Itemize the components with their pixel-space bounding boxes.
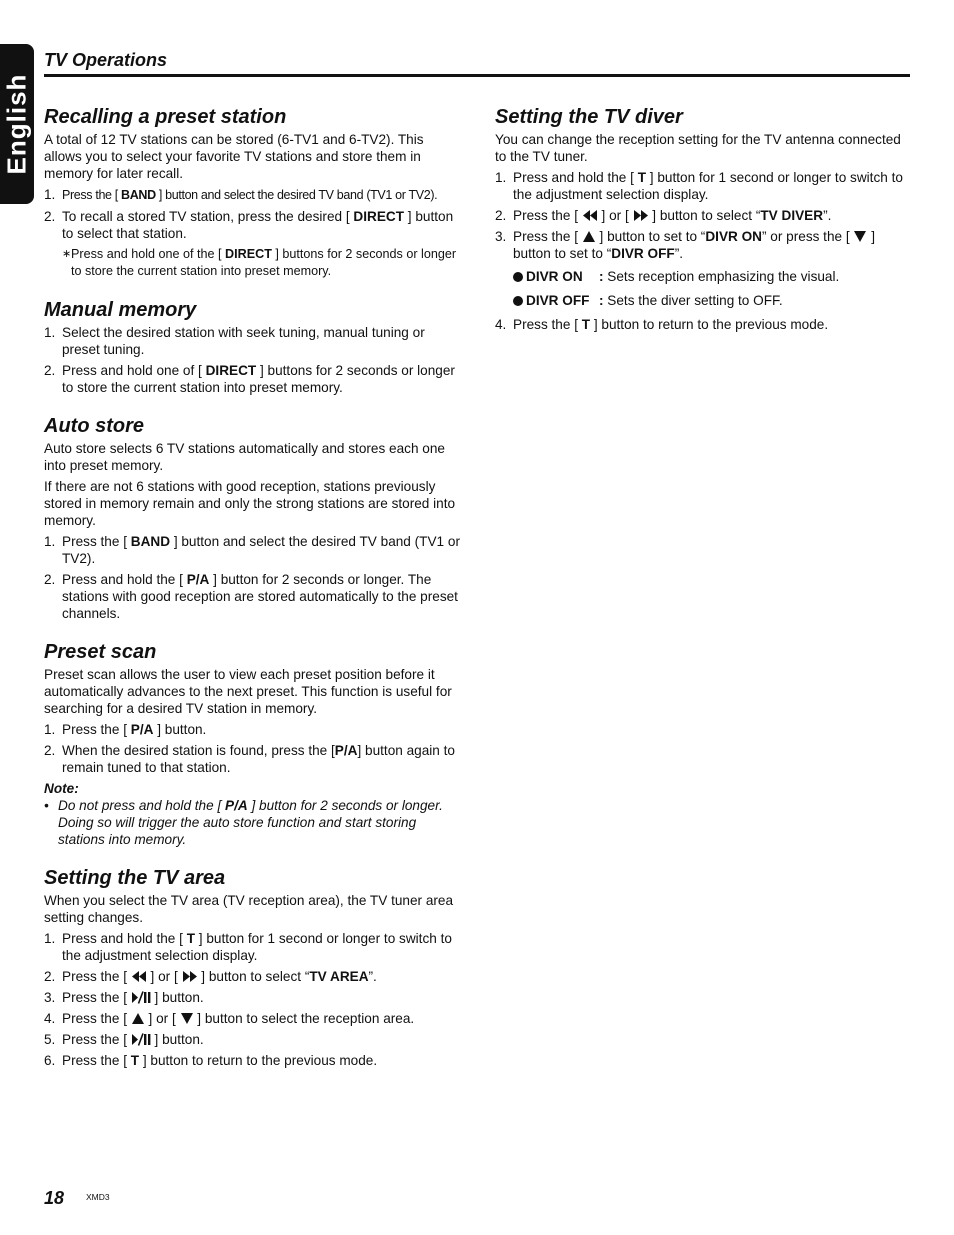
list-item — [44, 362, 460, 396]
list-item — [495, 207, 905, 224]
step-text: ] button. — [150, 1032, 204, 1047]
step-number: 4. — [44, 1011, 56, 1026]
step-text: Press the [ — [62, 188, 122, 202]
list-item — [44, 1031, 460, 1048]
step-text: ] button again to remain tuned to that station. — [62, 743, 455, 775]
step-number: 1. — [44, 325, 56, 340]
option-description: Sets reception emphasizing the visual. — [603, 269, 840, 284]
language-tab-label: English — [1, 73, 32, 175]
step-text: Press and hold the [ — [62, 931, 187, 946]
button-name: T — [130, 1053, 140, 1068]
play-pause-icon — [131, 1033, 151, 1046]
page-number: 18 — [44, 1188, 65, 1208]
step-text: Press and hold the [ — [62, 572, 187, 587]
up-triangle-icon — [131, 1012, 145, 1025]
section-title: Auto store — [44, 415, 144, 437]
list-item — [44, 533, 460, 567]
note-item — [44, 797, 460, 848]
list-item — [44, 989, 460, 1006]
section-title: Preset scan — [44, 641, 157, 663]
step-number: 1. — [44, 722, 56, 737]
step-text: ] button to return to the previous mode. — [590, 317, 829, 332]
steps-list — [44, 324, 460, 396]
option-divr-on — [495, 268, 905, 285]
step-text: Press the [ — [62, 990, 131, 1005]
paragraph: A total of 12 TV stations can be stored (6-TV1 and 6-TV2). This allows you to select your favorite TV stations and store them in memory for later recall. — [44, 132, 424, 181]
skip-forward-icon — [633, 209, 649, 222]
step-number: 1. — [44, 187, 56, 202]
list-item — [44, 930, 460, 964]
step-text: ] or [ — [597, 208, 633, 223]
step-text: ” or press the [ — [762, 229, 854, 244]
button-name: BAND — [130, 534, 171, 549]
button-name: P/A — [186, 572, 210, 587]
step-text: ] button for 2 seconds or longer. The stations with good reception are stored automatically to the preset channels. — [62, 572, 458, 621]
step-number: 3. — [495, 229, 507, 244]
step-text: Press the [ — [62, 534, 131, 549]
note-text: Press and hold one of the [ — [71, 247, 226, 261]
skip-back-icon — [582, 209, 598, 222]
step-number: 2. — [44, 743, 56, 758]
bullet-dot-icon — [513, 296, 523, 306]
list-item — [44, 1010, 460, 1027]
step-text: When the desired station is found, press the [ — [62, 743, 335, 758]
step-number: 2. — [44, 572, 56, 587]
section-title: Recalling a preset station — [44, 106, 287, 128]
skip-back-icon — [131, 970, 147, 983]
step-text: ] buttons for 2 seconds or longer to store the current station into preset memory. — [62, 363, 455, 395]
step-text: ] button to set to “ — [513, 229, 875, 261]
list-item — [44, 208, 460, 242]
play-pause-icon — [131, 991, 151, 1004]
step-text: ] button to set to “ — [595, 229, 706, 244]
step-number: 3. — [44, 990, 56, 1005]
step-number: 2. — [44, 363, 56, 378]
step-text: ] button to select the reception area. — [193, 1011, 415, 1026]
option-term: DIVR OFF — [526, 293, 590, 308]
step-text: ] button. — [150, 990, 204, 1005]
list-item — [495, 316, 905, 333]
steps-list — [495, 169, 905, 262]
step-text: Press the [ — [513, 317, 582, 332]
note-text: ] buttons for 2 seconds or longer to store the current station into preset memory. — [71, 247, 457, 278]
button-name: P/A — [130, 722, 154, 737]
step-text: ”. — [823, 208, 832, 223]
button-name: DIRECT — [205, 363, 257, 378]
menu-item-name: TV AREA — [309, 969, 369, 984]
option-description: Sets the diver setting to OFF. — [603, 293, 783, 308]
button-name: DIRECT — [225, 247, 272, 261]
step-text: Press the [ — [62, 1053, 131, 1068]
step-number: 1. — [44, 931, 56, 946]
steps-list — [44, 533, 460, 622]
button-name: BAND — [121, 188, 156, 202]
menu-item-name: TV DIVER — [760, 208, 824, 223]
section-tv-area — [44, 866, 460, 1069]
language-tab — [0, 44, 34, 204]
model-code: XMD3 — [86, 1192, 110, 1202]
button-name: T — [186, 931, 195, 946]
step-number: 5. — [44, 1032, 56, 1047]
list-item — [44, 571, 460, 622]
list-item — [44, 968, 460, 985]
option-separator: : — [599, 269, 604, 284]
section-auto-store — [44, 414, 460, 622]
button-name: T — [637, 170, 646, 185]
button-name: P/A — [225, 798, 248, 813]
step-text: ] button and select the desired TV band (TV1 or TV2). — [155, 188, 438, 202]
step-number: 1. — [495, 170, 507, 185]
section-title: Setting the TV area — [44, 867, 226, 889]
step-text: Select the desired station with seek tuning, manual tuning or preset tuning. — [62, 325, 425, 357]
step-number: 6. — [44, 1053, 56, 1068]
step-text: ] button to select “ — [197, 969, 310, 984]
step-text: ”. — [368, 969, 377, 984]
step-text: Press the [ — [513, 208, 582, 223]
step-text: Press the [ — [513, 229, 582, 244]
setting-value: DIVR OFF — [611, 246, 675, 261]
step-number: 2. — [44, 969, 56, 984]
list-item — [44, 1052, 460, 1069]
up-triangle-icon — [582, 230, 596, 243]
steps-list — [44, 930, 460, 1069]
skip-forward-icon — [182, 970, 198, 983]
button-name: DIRECT — [353, 209, 405, 224]
step-text: Press the [ — [62, 969, 131, 984]
step-text: Press and hold the [ — [513, 170, 638, 185]
step-text: ] button. — [153, 722, 207, 737]
steps-list — [44, 721, 460, 776]
step-text: ] or [ — [144, 1011, 180, 1026]
note-text: Do not press and hold the [ — [58, 798, 226, 813]
step-text: Press the [ — [62, 722, 131, 737]
down-triangle-icon — [853, 230, 867, 243]
paragraph: Auto store selects 6 TV stations automatically and stores each one into preset memory. — [44, 441, 445, 473]
step-text: ] or [ — [146, 969, 182, 984]
step-text: ”. — [674, 246, 683, 261]
button-name: T — [581, 317, 591, 332]
list-item — [495, 228, 905, 262]
sub-note — [44, 246, 460, 280]
asterisk-mark: ∗ — [62, 248, 72, 260]
setting-value: DIVR ON — [705, 229, 762, 244]
button-name: P/A — [334, 743, 358, 758]
right-column — [495, 105, 905, 351]
note-title: Note: — [44, 781, 79, 796]
list-item — [44, 721, 460, 738]
step-text: ] button to return to the previous mode. — [139, 1053, 378, 1068]
step-text: ] button for 1 second or longer to switch to the adjustment selection display. — [513, 170, 903, 202]
step-text: ] button for 1 second or longer to switch to the adjustment selection display. — [62, 931, 452, 963]
option-separator: : — [599, 293, 604, 308]
step-text: ] button to select “ — [648, 208, 761, 223]
left-column — [44, 105, 460, 1087]
paragraph: You can change the reception setting for the TV antenna connected to the TV tuner. — [495, 132, 901, 164]
bullet-dot-icon — [513, 272, 523, 282]
step-text: Press the [ — [62, 1011, 131, 1026]
bullet-mark: • — [44, 798, 49, 813]
header-title: TV Operations — [44, 50, 168, 70]
step-number: 4. — [495, 317, 507, 332]
step-number: 2. — [44, 209, 56, 224]
step-number: 2. — [495, 208, 507, 223]
section-manual-memory — [44, 298, 460, 396]
list-item — [44, 742, 460, 776]
step-text: ] button to select that station. — [62, 209, 454, 241]
step-text: To recall a stored TV station, press the desired [ — [62, 209, 354, 224]
option-divr-off — [495, 292, 905, 309]
steps-list — [495, 316, 905, 333]
section-title: Manual memory — [44, 299, 197, 321]
page-header — [44, 49, 910, 77]
section-preset-scan — [44, 640, 460, 848]
list-item — [44, 186, 460, 204]
paragraph: When you select the TV area (TV reception area), the TV tuner area setting changes. — [44, 893, 454, 925]
down-triangle-icon — [180, 1012, 194, 1025]
section-tv-diver — [495, 105, 905, 333]
list-item — [44, 324, 460, 358]
paragraph: If there are not 6 stations with good reception, stations previously stored in memory remain and only the strong stations are stored into memory. — [44, 479, 456, 528]
step-text: Press the [ — [62, 1032, 131, 1047]
option-term: DIVR ON — [526, 269, 583, 284]
steps-list — [44, 186, 460, 242]
section-recall-preset — [44, 105, 460, 280]
section-title: Setting the TV diver — [495, 106, 683, 128]
paragraph: Preset scan allows the user to view each preset position before it automatically advances to the next preset. This function is useful for searching for a desired TV station in memory. — [44, 667, 452, 716]
note-text: ] button for 2 seconds or longer. Doing so will trigger the auto store function and start storing stations into memory. — [58, 798, 443, 847]
list-item — [495, 169, 905, 203]
step-text: ] button and select the desired TV band (TV1 or TV2). — [62, 534, 460, 566]
step-number: 1. — [44, 534, 56, 549]
step-text: Press and hold one of [ — [62, 363, 206, 378]
